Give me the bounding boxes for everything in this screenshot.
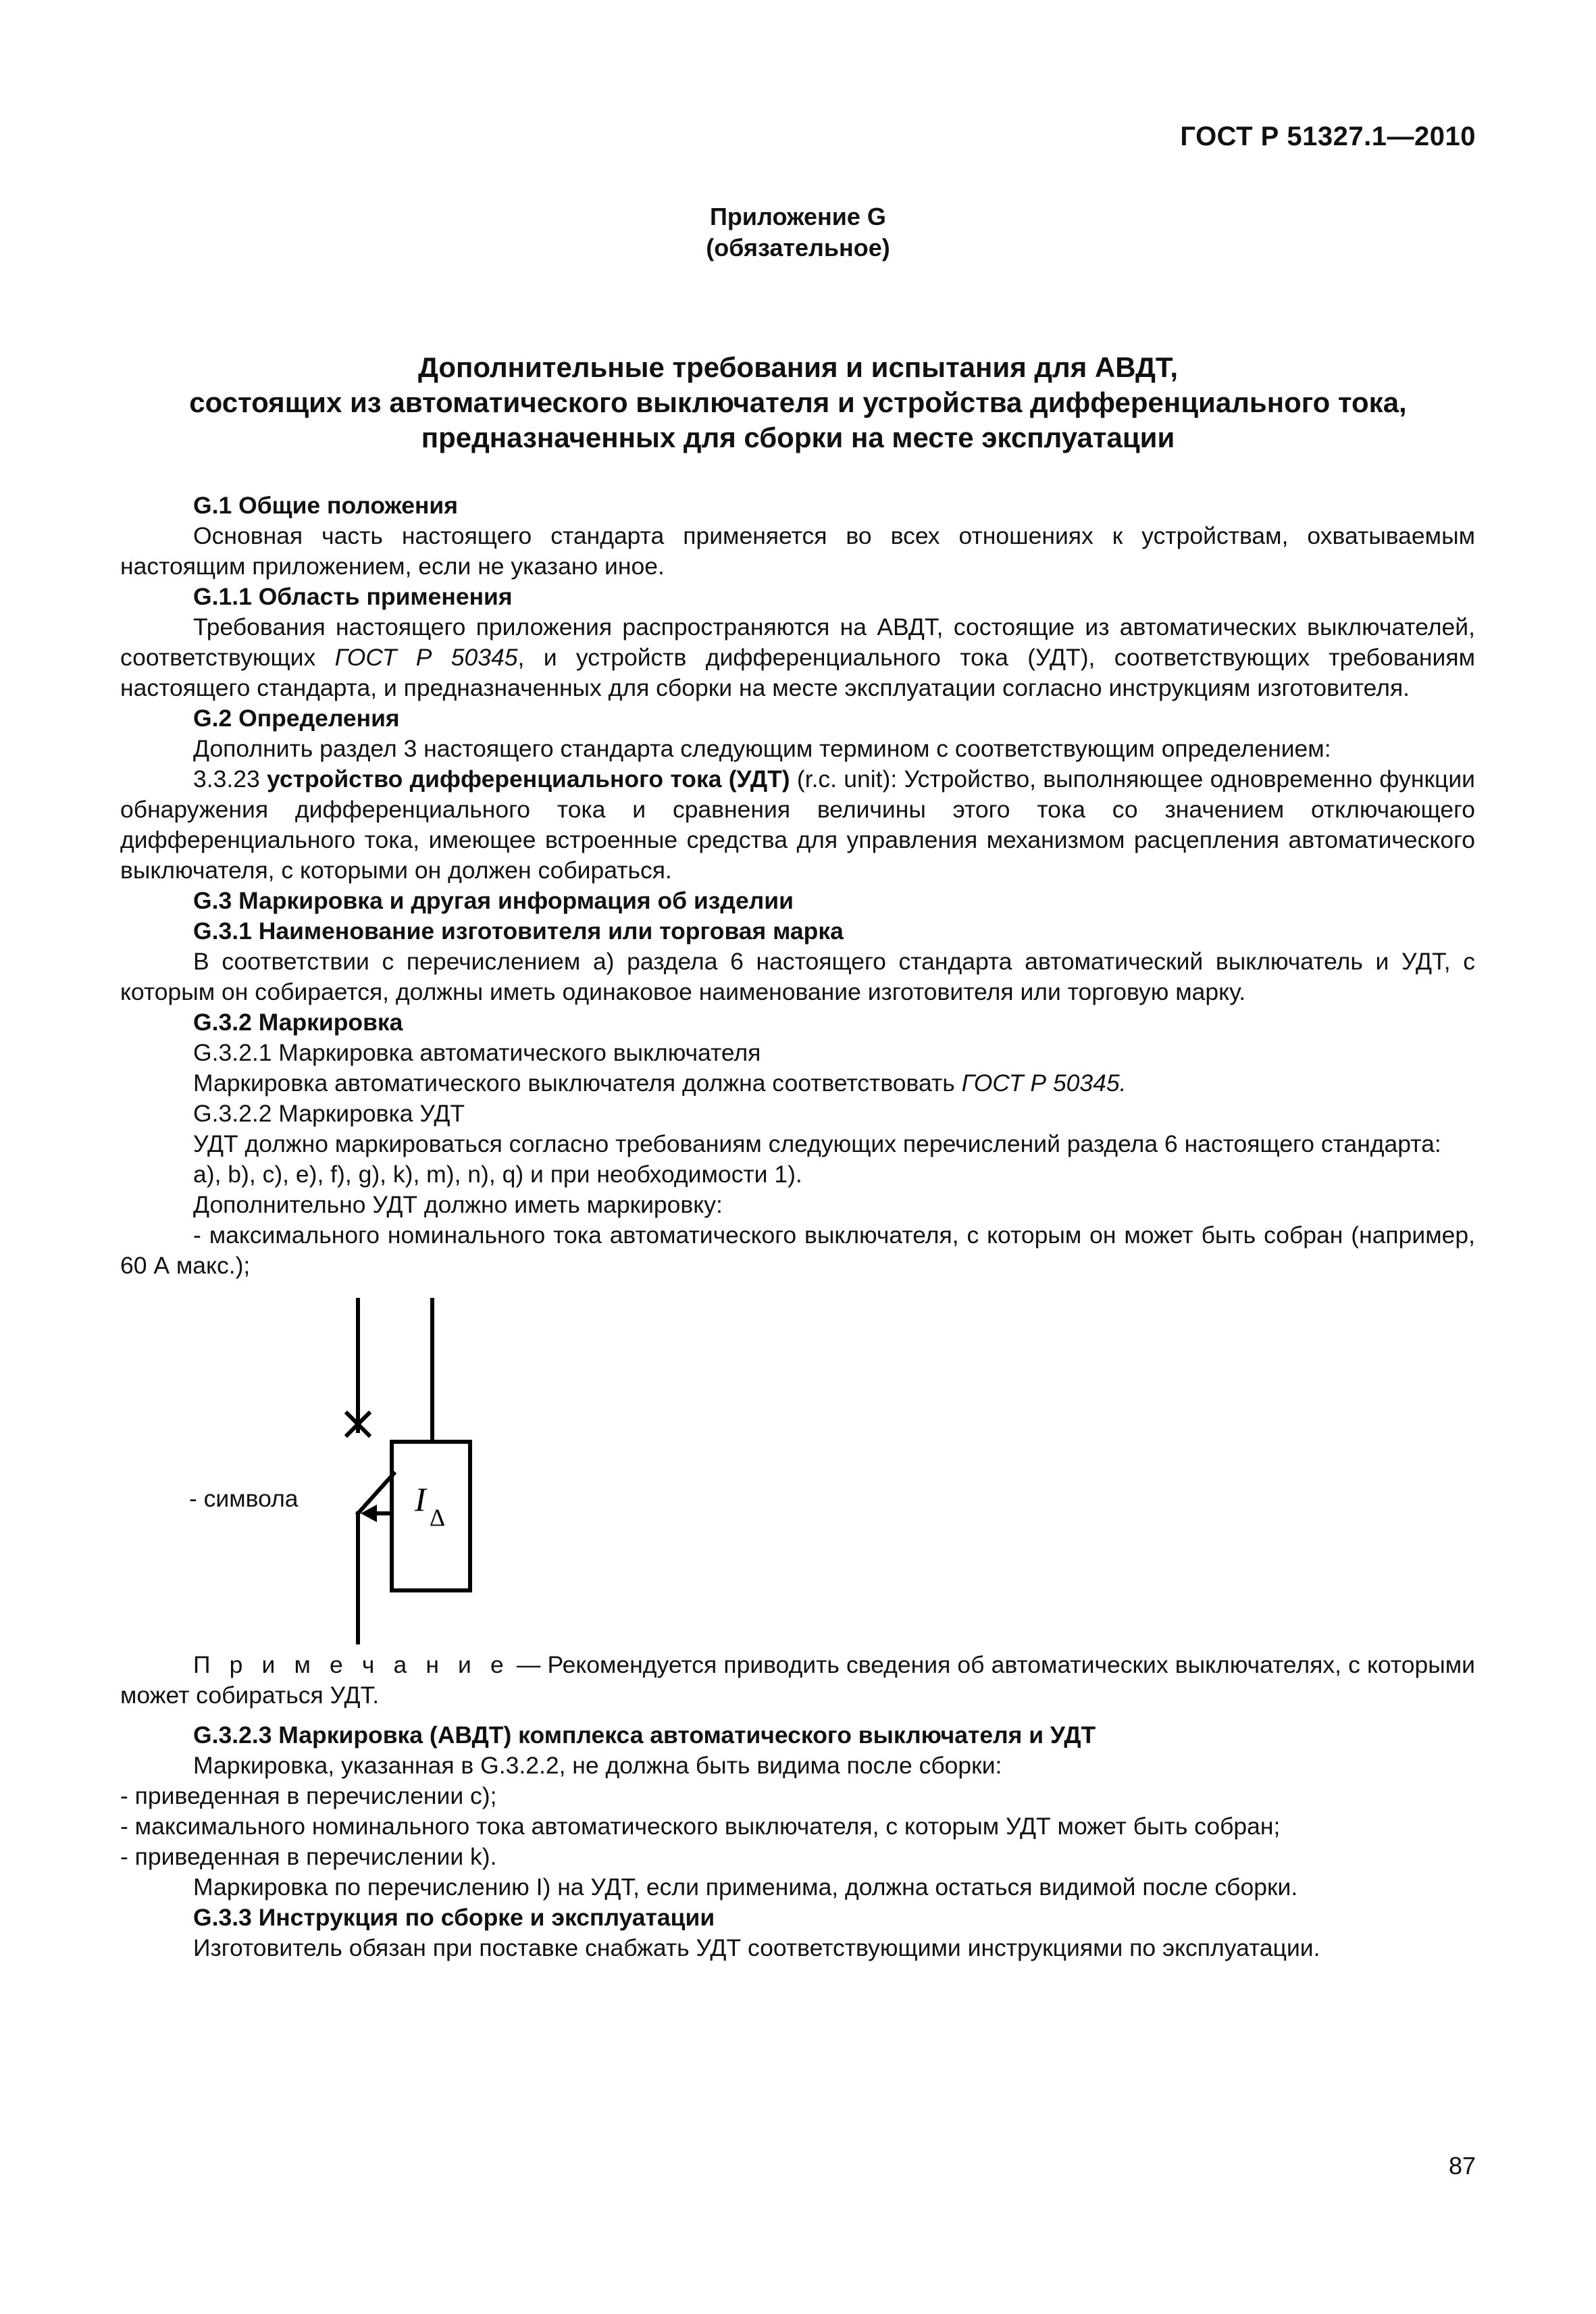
title-line-2: состоящих из автоматического выключателя и устройства дифференциального тока,	[189, 386, 1407, 418]
definition-number: 3.3.23	[193, 765, 267, 793]
paragraph-additional: Дополнительно УДТ должно иметь маркировку:	[193, 1191, 723, 1218]
subsection-g3-2-2: G.3.2.2 Маркировка УДТ	[193, 1100, 465, 1127]
section-heading-g3-1: G.3.1 Наименование изготовителя или торговая марка	[193, 917, 844, 945]
section-heading-g3-2: G.3.2 Маркировка	[193, 1009, 403, 1036]
section-heading-g3-2-3: G.3.2.3 Маркировка (АВДТ) комплекса автоматического выключателя и УДТ	[193, 1721, 1096, 1749]
note-label: П р и м е ч а н и е	[193, 1651, 510, 1678]
document-body	[120, 491, 1475, 1963]
document-number: ГОСТ Р 51327.1—2010	[1180, 122, 1476, 151]
list-item: - приведенная в перечислении k).	[120, 1843, 497, 1870]
section-heading-g1: G.1 Общие положения	[193, 492, 458, 519]
standard-reference: ГОСТ Р 50345	[334, 644, 518, 671]
paragraph-g3-2-3-intro: Маркировка, указанная в G.3.2.2, не должна быть видима после сборки:	[193, 1752, 1002, 1779]
section-heading-g2: G.2 Определения	[193, 705, 400, 732]
annex-status: (обязательное)	[706, 234, 890, 261]
list-item: - максимального номинального тока автоматического выключателя, с которым УДТ может быть собран;	[120, 1813, 1281, 1840]
paragraph-g3-2-1	[120, 1068, 1475, 1099]
title-line-1: Дополнительные требования и испытания для АВДТ,	[417, 351, 1179, 383]
paragraph-g2: Дополнить раздел 3 настоящего стандарта следующим термином с соответствующим определением:	[193, 735, 1331, 762]
paragraph-g3-2-2: УДТ должно маркироваться согласно требованиям следующих перечислений раздела 6 настоящего стандарта:	[193, 1130, 1441, 1157]
list-item: - приведенная в перечислении с);	[120, 1782, 497, 1809]
paragraph-text: Маркировка автоматического выключателя должна соответствовать	[193, 1070, 962, 1097]
delta-subscript: Δ	[430, 1504, 446, 1531]
rcd-symbol-diagram	[323, 1281, 539, 1650]
section-heading-g3-3: G.3.3 Инструкция по сборке и эксплуатации	[193, 1904, 715, 1931]
paragraph-text: , и устройств дифференциального тока (УДТ), соответствующих требованиям настоящего стандарта, и предназначенных для сборки на месте эксплуатации согласно инструкциям изготовителя.	[120, 644, 1475, 701]
annex-label: Приложение G	[710, 203, 886, 230]
page-number: 87	[1448, 2152, 1476, 2180]
rcd-symbol-figure	[120, 1281, 1475, 1650]
annex-title	[0, 350, 1596, 455]
paragraph-g3-2-3-tail: Маркировка по перечислению I) на УДТ, если применима, должна остаться видимой после сборки.	[193, 1873, 1298, 1901]
paragraph-g1-1	[120, 612, 1475, 703]
paragraph-g3-1: В соответствии с перечислением а) раздела 6 настоящего стандарта автоматический выключатель и УДТ, с которым он собирается, должны иметь одинаковое наименование изготовителя или торговую марку.	[120, 948, 1475, 1005]
symbol-label: - символа	[189, 1485, 299, 1512]
marking-list: a), b), c), e), f), g), k), m), n), q) и при необходимости 1).	[193, 1161, 802, 1188]
subsection-g3-2-1: G.3.2.1 Маркировка автоматического выключателя	[193, 1039, 761, 1066]
definition-text: (r.c. unit): Устройство, выполняющее одновременно функции обнаружения дифференциального тока и сравнения величины этого тока со значением отключающего дифференциального тока, имеющее встроенные средства для управления механизмом расцепления автоматического выключателя, с которыми он должен собираться.	[120, 765, 1475, 884]
section-heading-g1-1: G.1.1 Область применения	[193, 583, 513, 610]
note-paragraph	[120, 1650, 1475, 1711]
section-heading-g3: G.3 Маркировка и другая информация об изделии	[193, 887, 794, 914]
standard-reference: ГОСТ Р 50345.	[961, 1070, 1127, 1097]
paragraph-text: Требования настоящего приложения распространяются на АВДТ, состоящие из автоматических выключателей, соответствующих	[120, 613, 1475, 671]
note-text: — Рекомендуется приводить сведения об автоматических выключателях, с которыми может собираться УДТ.	[120, 1651, 1475, 1709]
paragraph-g1: Основная часть настоящего стандарта применяется во всех отношениях к устройствам, охватываемым настоящим приложением, если не указано иное.	[120, 522, 1475, 580]
definition-3-3-23	[120, 764, 1475, 886]
marking-item-current: - максимального номинального тока автоматического выключателя, с которым он может быть собран (например, 60 А макс.);	[120, 1222, 1475, 1279]
definition-term: устройство дифференциального тока (УДТ)	[266, 765, 790, 793]
paragraph-g3-3: Изготовитель обязан при поставке снабжать УДТ соответствующими инструкциями по эксплуатации.	[193, 1934, 1320, 1961]
current-symbol: I	[415, 1480, 426, 1518]
title-line-3: предназначенных для сборки на месте эксплуатации	[421, 422, 1175, 453]
